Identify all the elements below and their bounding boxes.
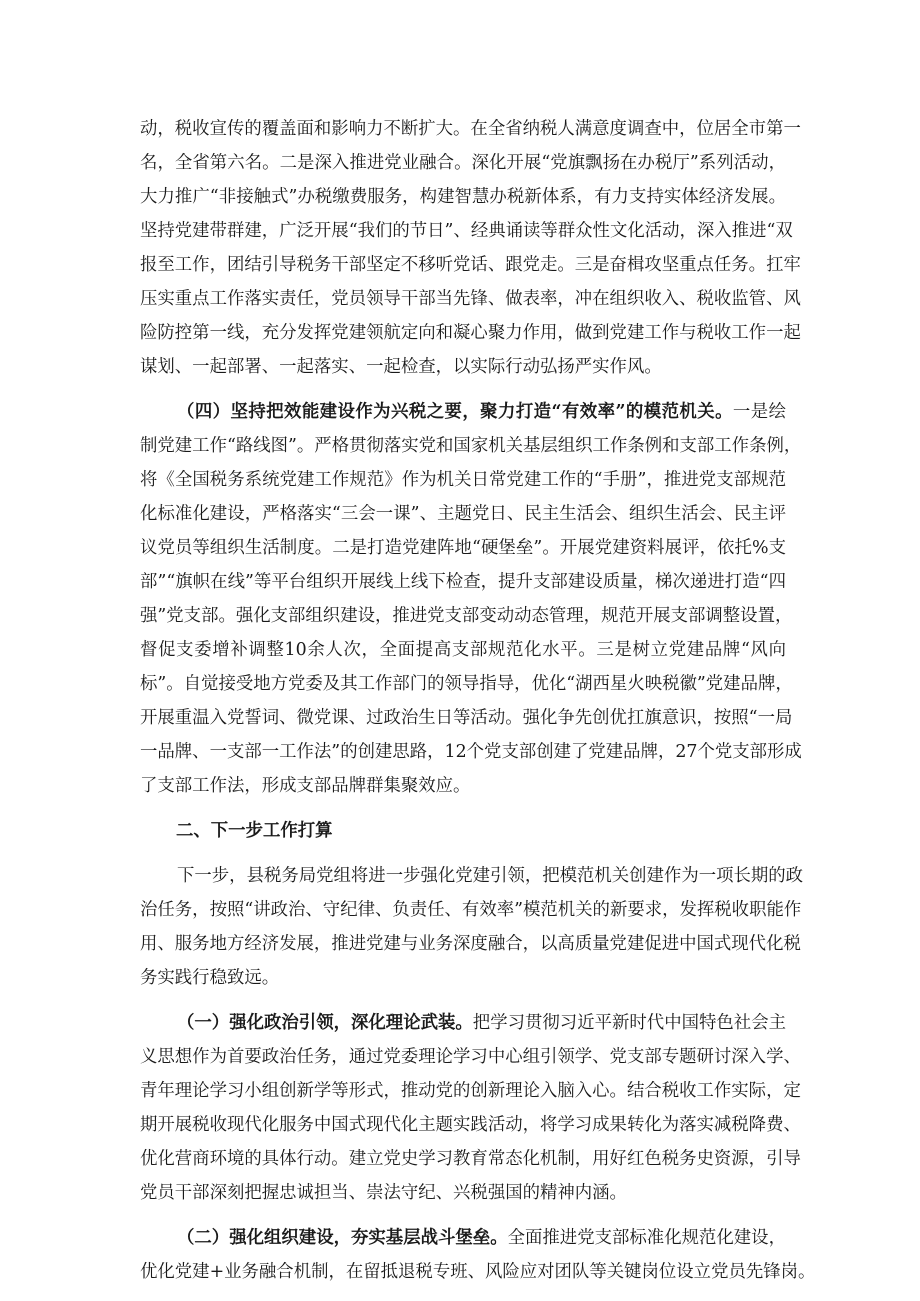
text-line: 治任务，按照“讲政治、守纪律、负责任、有效率”模范机关的新要求，发挥税收职能作	[140, 900, 802, 920]
text-line: 强”党支部。强化支部组织建设，推进党支部变动动态管理，规范开展支部调整设置，	[140, 606, 793, 626]
text-line: 开展重温入党誓词、微党课、过政治生日等活动。强化争先创优扛旗意识，按照“一局	[140, 708, 793, 728]
text-line: 议党员等组织生活制度。二是打造党建阵地“硬堡垒”。开展党建资料展评，依托%支	[140, 538, 786, 558]
text-line: 化标准化建设，严格落实“三会一课”、主题党日、民主生活会、组织生活会、民主评	[140, 504, 786, 524]
text-line: 义思想作为首要政治任务，通过党委理论学习中心组引领学、党支部专题研讨深入学、	[140, 1047, 801, 1067]
text-line: 党员干部深刻把握忠诚担当、崇法守纪、兴税强国的精神内涵。	[140, 1183, 627, 1203]
text-line: 青年理论学习小组创新学等形式，推动党的创新理论入脑入心。结合税收工作实际，定	[140, 1081, 801, 1101]
text-line: 大力推广“非接触式”办税缴费服务，构建智慧办税新体系，有力支持实体经济发展。	[140, 187, 786, 207]
text-line: 督促支委增补调整10余人次，全面提高支部规范化水平。三是树立党建品牌“风向	[140, 640, 786, 660]
paragraph-text: 把学习贯彻习近平新时代中国特色社会主	[472, 1013, 786, 1033]
text-line: 部”“旗帜在线”等平台组织开展线上线下检查，提升支部建设质量，梯次递进打造“四	[140, 572, 786, 592]
section-heading: （四）坚持把效能建设作为兴税之要，聚力打造“有效率”的模范机关。	[177, 402, 733, 422]
text-line: 坚持党建带群建，广泛开展“我们的节日”、经典诵读等群众性文化活动，深入推进“双	[140, 221, 793, 241]
text-line: 制党建工作“路线图”。严格贯彻落实党和国家机关基层组织工作条例和支部工作条例，	[140, 436, 802, 456]
text-line: 谋划、一起部署、一起落实、一起检查，以实际行动弘扬严实作风。	[140, 357, 662, 377]
paragraph-first-line	[177, 1012, 786, 1034]
text-line: 用、服务地方经济发展，推进党建与业务深度融合，以高质量党建促进中国式现代化税	[140, 934, 801, 954]
text-line: 优化党建+业务融合机制，在留抵退税专班、风险应对团队等关键岗位设立党员先锋岗。	[140, 1262, 816, 1282]
text-line: 务实践行稳致远。	[140, 968, 280, 988]
text-line: 险防控第一线，充分发挥党建领航定向和凝心聚力作用，做到党建工作与税收工作一起	[140, 323, 801, 343]
text-line: 动，税收宣传的覆盖面和影响力不断扩大。在全省纳税人满意度调查中，位居全市第一	[140, 119, 801, 139]
text-line: 了支部工作法，形成支部品牌群集聚效应。	[140, 776, 471, 796]
text-line: 压实重点工作落实责任，党员领导干部当先锋、做表率，冲在组织收入、税收监管、风	[140, 289, 801, 309]
text-line: 期开展税收现代化服务中国式现代化主题实践活动，将学习成果转化为落实减税降费、	[140, 1115, 801, 1135]
text-line: 一品牌、一支部一工作法”的创建思路，12个党支部创建了党建品牌，27个党支部形成	[140, 742, 802, 762]
section-heading: （二）强化组织建设，夯实基层战斗堡垒。	[177, 1228, 508, 1248]
paragraph-text: 一是绘	[732, 402, 786, 422]
paragraph-first-line	[177, 401, 786, 423]
text-line: 名，全省第六名。二是深入推进党业融合。深化开展“党旗飘扬在办税厅”系列活动，	[140, 153, 786, 173]
text-line: 标”。自觉接受地方党委及其工作部门的领导指导，优化“湖西星火映税徽”党建品牌，	[140, 674, 793, 694]
text-line: 优化营商环境的具体行动。建立党史学习教育常态化机制，用好红色税务史资源，引导	[140, 1149, 801, 1169]
text-line: 将《全国税务系统党建工作规范》作为机关日常党建工作的“手册”，推进党支部规范	[140, 470, 786, 490]
text-line: 报至工作，团结引导税务干部坚定不移听党话、跟党走。三是奋楫攻坚重点任务。扛牢	[140, 255, 801, 275]
section-title: 二、下一步工作打算	[176, 821, 333, 841]
paragraph-text: 全面推进党支部标准化规范化建设，	[507, 1228, 786, 1248]
text-line: 下一步，县税务局党组将进一步强化党建引领，把模范机关创建作为一项长期的政	[177, 866, 804, 886]
section-heading: （一）强化政治引领，深化理论武装。	[177, 1013, 473, 1033]
paragraph-first-line	[177, 1227, 786, 1249]
